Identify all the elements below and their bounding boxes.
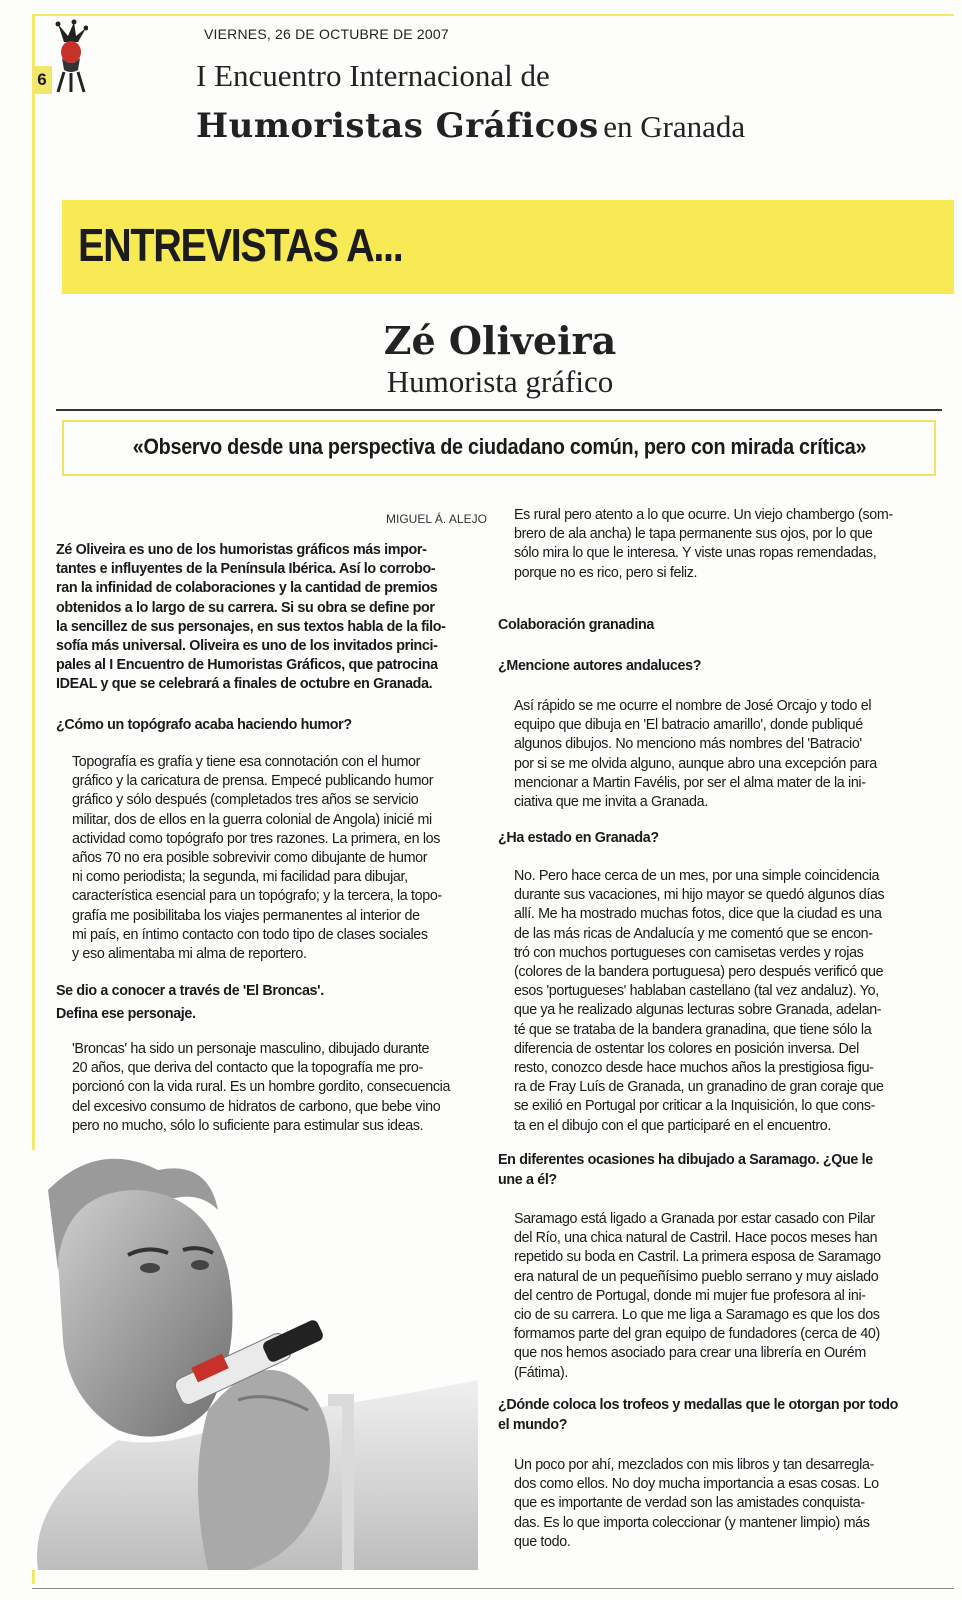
text-line: porcionó con la vida rural. Es un hombre gordito, consecuencia — [72, 1079, 451, 1096]
text-line: años 70 no era posible sobrevivir como dibujante de humor — [72, 850, 428, 867]
text-line: (Fátima). — [514, 1364, 569, 1381]
question-topografo — [56, 716, 352, 735]
question-text: une a él? — [498, 1171, 557, 1188]
text-line: allí. Me ha mostrado muchas fotos, dice que la ciudad es una — [514, 906, 882, 923]
answer-broncas — [72, 1040, 450, 1136]
text-line: gráfico y sólo después (completados tres años se servicio — [72, 792, 419, 809]
text-line: ran la infinidad de colaboraciones y la cantidad de premios — [56, 580, 438, 597]
text-line: das. Es lo que importa coleccionar (y mantener limpio) más — [514, 1514, 870, 1531]
text-line: porque no es rico, pero si feliz. — [514, 564, 698, 581]
text-line: 20 años, que deriva del contacto que la topografía me pro- — [72, 1060, 423, 1077]
question-text: En diferentes ocasiones ha dibujado a Saramago. ¿Que le — [498, 1152, 873, 1168]
text-line: IDEAL y que se celebrará a finales de octubre en Granada. — [56, 676, 433, 693]
text-line: mencionar a Martin Favélis, por ser el alma mater de la ini- — [514, 774, 866, 791]
text-line: brero de ala ancha) le tapa permanente sus ojos, por lo que — [514, 526, 873, 543]
question-text: ¿Mencione autores andaluces? — [498, 658, 702, 674]
pull-quote — [62, 434, 936, 460]
text-line: mi país, en íntimo contacto con todo tipo de clases sociales — [72, 926, 428, 943]
text-line: Un poco por ahí, mezclados con mis libros y tan desarregla- — [514, 1457, 874, 1473]
headline-rule — [56, 409, 942, 411]
interviewee-name: Zé Oliveira — [383, 318, 617, 363]
top-rule — [32, 14, 954, 16]
question-text: Se dio a conocer a través de 'El Broncas'. — [56, 983, 324, 999]
text-line: dos como ellos. No doy mucha importancia a esas cosas. Lo — [514, 1476, 879, 1493]
question-text: el mundo? — [498, 1416, 568, 1433]
text-line: por si se me olvida alguno, aunque abro una excepción para — [514, 755, 877, 772]
text-line: 'Broncas' ha sido un personaje masculino, dibujado durante — [72, 1041, 430, 1057]
answer-broncas-continued — [514, 506, 893, 583]
answer-topografo — [72, 753, 442, 964]
subheading-text: Colaboración granadina — [498, 617, 654, 633]
text-line: durante sus vacaciones, mi hijo mayor se quedó algunos días — [514, 887, 885, 904]
text-line: militar, dos de ellos en la guerra colonial de Angola) inicié mi — [72, 811, 432, 828]
pull-quote-text: «Observo desde una perspectiva de ciudadano común, pero con mirada crítica» — [132, 434, 866, 459]
interviewee-photo — [8, 1150, 486, 1570]
bottom-rule — [32, 1588, 954, 1589]
text-line: formamos parte del gran equipo de fundadores (cerca de 40) — [514, 1326, 880, 1343]
supplement-title-rest: en Granada — [603, 109, 746, 144]
text-line: pales al I Encuentro de Humoristas Gráficos, que patrocina — [56, 657, 438, 674]
byline: MIGUEL Á. ALEJO — [386, 512, 487, 526]
jester-mascot-icon — [54, 18, 88, 94]
text-line: diferencia de ostentar los colores en posición inversa. Del — [514, 1040, 859, 1057]
section-banner-title: ENTREVISTAS A... — [78, 219, 403, 271]
text-line: gráfico y la caricatura de prensa. Empecé publicando humor — [72, 773, 434, 790]
text-line: ciativa que me invita a Granada. — [514, 794, 708, 811]
interviewee-role: Humorista gráfico — [386, 364, 614, 399]
question-text: ¿Dónde coloca los trofeos y medallas que le otorgan por todo — [498, 1397, 899, 1413]
text-line: resto, conozco desde hace muchos años la prestigiosa figu- — [514, 1060, 874, 1077]
text-line: Es rural pero atento a lo que ocurre. Un viejo chambergo (som- — [514, 507, 893, 523]
intro-paragraph — [56, 541, 446, 695]
text-line: ni como periodista; la segunda, mi facilidad para dibujar, — [72, 869, 408, 886]
text-line: característica esencial para un topógrafo; y la tercera, la topo- — [72, 888, 442, 905]
text-line: repetido su boda en Castril. La primera esposa de Saramago — [514, 1249, 881, 1266]
supplement-title-bold: Humoristas Gráficos — [196, 106, 599, 146]
text-line: tantes e influyentes de la Península Ibérica. Así lo corrobo- — [56, 561, 436, 578]
text-line: y eso alimentaba mi alma de reportero. — [72, 946, 307, 963]
text-line: del centro de Portugal, donde mi mujer fue profesora al ini- — [514, 1287, 866, 1304]
text-line: ra de Fray Luís de Granada, un granadino de gran coraje que — [514, 1079, 884, 1096]
text-line: (colores de la bandera portuguesa) pero después verificó que — [514, 964, 884, 981]
page-number: 6 — [32, 66, 52, 94]
question-granada — [498, 829, 659, 848]
text-line: esos 'portugueses' hablaban castellano (tal vez andaluz). Yo, — [514, 983, 879, 1000]
text-line: algunos dibujos. No menciono más nombres del 'Batracio' — [514, 736, 862, 753]
dateline: VIERNES, 26 DE OCTUBRE DE 2007 — [204, 26, 449, 42]
text-line: era natural de un pequeñísimo pueblo serrano y muy aislado — [514, 1268, 879, 1285]
subheading — [498, 616, 654, 635]
text-line: que ya he realizado algunas lecturas sobre Granada, adelan- — [514, 1002, 882, 1019]
answer-saramago — [514, 1210, 881, 1383]
text-line: tró con muchos portugueses con camisetas verdes y rojas — [514, 944, 864, 961]
question-autores — [498, 657, 701, 676]
text-line: del Río, una chica natural de Castril. Hace pocos meses han — [514, 1230, 878, 1247]
question-saramago — [498, 1151, 873, 1190]
question-trofeos — [498, 1396, 898, 1435]
text-line: Zé Oliveira es uno de los humoristas gráficos más impor- — [56, 542, 427, 558]
text-line: ta en el dibujo con el que participaré en el encuentro. — [514, 1117, 831, 1134]
question-text: Defina ese personaje. — [56, 1006, 196, 1022]
text-line: Topografía es grafía y tiene esa connotación con el humor — [72, 754, 421, 770]
text-line: cio de su carrera. Lo que me liga a Saramago es que los dos — [514, 1307, 880, 1324]
answer-granada — [514, 867, 884, 1136]
text-line: que todo. — [514, 1533, 571, 1550]
text-line: Así rápido se me ocurre el nombre de José Orcajo y todo el — [514, 698, 872, 714]
supplement-title-line2 — [196, 106, 745, 146]
answer-autores — [514, 697, 877, 812]
question-text: ¿Ha estado en Granada? — [498, 830, 659, 846]
text-line: sólo mira lo que le interesa. Y viste unas ropas remendadas, — [514, 545, 877, 562]
question-text: ¿Cómo un topógrafo acaba haciendo humor? — [56, 717, 352, 733]
answer-trofeos — [514, 1456, 879, 1552]
text-line: pero no mucho, sólo lo suficiente para estimular sus ideas. — [72, 1117, 424, 1134]
text-line: equipo que dibuja en 'El batracio amarillo', donde publiqué — [514, 717, 863, 734]
text-line: la sencillez de sus personajes, en sus textos habla de la filo- — [56, 618, 446, 635]
supplement-title-line1: I Encuentro Internacional de — [196, 58, 550, 93]
text-line: grafía me posibilitaba los viajes permanentes al interior de — [72, 907, 420, 924]
text-line: té que se trataba de la bandera granadina, que tiene sólo la — [514, 1021, 872, 1038]
text-line: que nos hemos asociado para crear una librería en Ourém — [514, 1345, 866, 1362]
question-broncas — [56, 980, 324, 1026]
text-line: que es importante de verdad son las amistades conquista- — [514, 1495, 865, 1512]
text-line: obtenidos a lo largo de su carrera. Si su obra se define por — [56, 599, 435, 616]
text-line: se exilió en Portugal por criticar a la Inquisición, lo que cons- — [514, 1098, 876, 1115]
text-line: de las más ricas de Andalucía y me comentó que se encon- — [514, 925, 873, 942]
text-line: No. Pero hace cerca de un mes, por una simple coincidencia — [514, 868, 880, 884]
text-line: Saramago está ligado a Granada por estar casado con Pilar — [514, 1211, 875, 1227]
text-line: actividad como topógrafo por tres razones. La primera, en los — [72, 830, 441, 847]
text-line: sofía más universal. Oliveira es uno de los invitados princi- — [56, 638, 438, 655]
text-line: del excesivo consumo de hidratos de carbono, que bebe vino — [72, 1098, 441, 1115]
